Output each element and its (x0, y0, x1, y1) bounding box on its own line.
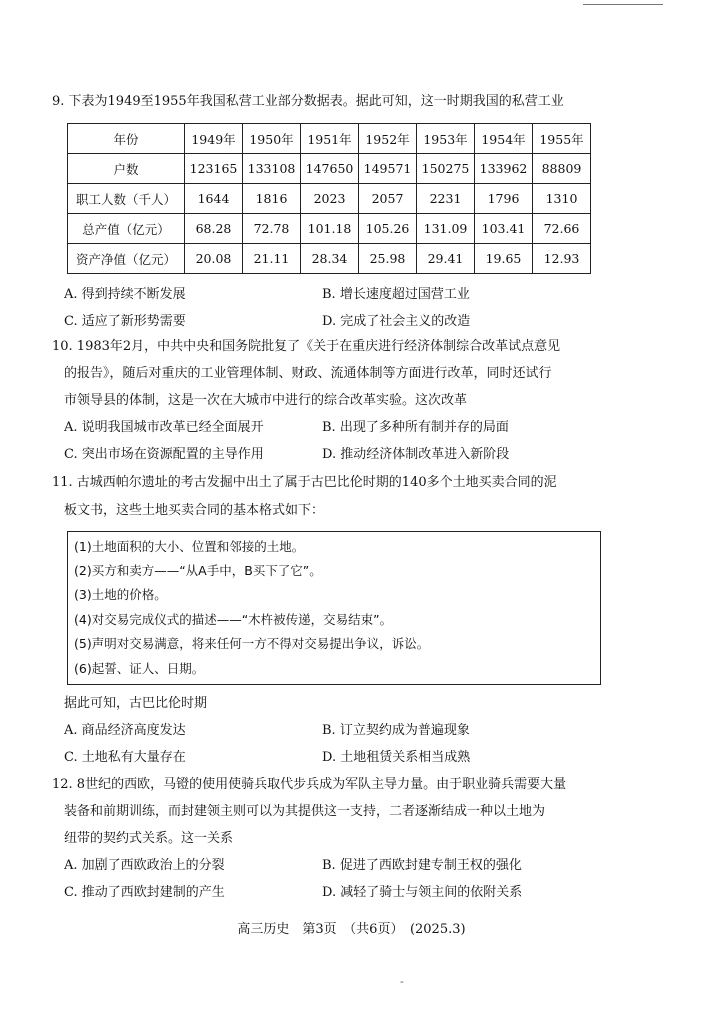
q10-stem-line1: 10. 1983年2月，中共中央和国务院批复了《关于在重庆进行经济体制综合改革试点意见 (52, 339, 561, 354)
table-cell: 年份 (68, 124, 185, 154)
table-row (68, 244, 591, 274)
table-cell: 职工人数（千人） (68, 184, 185, 214)
table-cell: 149571 (359, 154, 417, 184)
table-cell: 105.26 (359, 214, 417, 244)
q9-table (67, 123, 591, 274)
q10-option-d[interactable]: D. 推动经济体制改革进入新阶段 (322, 447, 510, 462)
table-cell: 1953年 (417, 124, 475, 154)
box-item-1: (1)土地面积的大小、位置和邻接的土地。 (74, 539, 305, 554)
q11-option-b[interactable]: B. 订立契约成为普遍现象 (322, 723, 470, 738)
table-cell: 1951年 (301, 124, 359, 154)
q12-option-c[interactable]: C. 推动了西欧封建制的产生 (64, 885, 225, 900)
q9-option-d[interactable]: D. 完成了社会主义的改造 (322, 314, 471, 329)
page-footer: 高三历史 第3页 （共6页） (2025.3) (237, 922, 466, 937)
table-cell: 88809 (533, 154, 591, 184)
table-cell: 1816 (243, 184, 301, 214)
q11-option-d[interactable]: D. 土地租赁关系相当成熟 (322, 750, 471, 765)
table-cell: 123165 (185, 154, 243, 184)
q11-after: 据此可知，古巴比伦时期 (64, 696, 208, 711)
table-cell: 总产值（亿元） (68, 214, 185, 244)
q10-option-a[interactable]: A. 说明我国城市改革已经全面展开 (64, 420, 264, 435)
table-cell: 1954年 (475, 124, 533, 154)
table-cell: 1310 (533, 184, 591, 214)
table-cell: 户数 (68, 154, 185, 184)
box-item-6: (6)起誓、证人、日期。 (74, 661, 205, 676)
table-cell: 29.41 (417, 244, 475, 274)
table-cell: 20.08 (185, 244, 243, 274)
table-cell: 19.65 (475, 244, 533, 274)
table-cell: 72.78 (243, 214, 301, 244)
table-cell: 133108 (243, 154, 301, 184)
table-cell: 25.98 (359, 244, 417, 274)
table-cell: 12.93 (533, 244, 591, 274)
table-cell: 1949年 (185, 124, 243, 154)
box-item-5: (5)声明对交易满意，将来任何一方不得对交易提出争议，诉讼。 (74, 636, 430, 651)
table-cell: 101.18 (301, 214, 359, 244)
q9-option-c[interactable]: C. 适应了新形势需要 (64, 314, 186, 329)
q11-stem-line1: 11. 古城西帕尔遗址的考古发掘中出土了属于古巴比伦时期的140多个土地买卖合同的泥 (52, 475, 557, 490)
table-row (68, 184, 591, 214)
q11-stem-line2: 板文书，这些土地买卖合同的基本格式如下： (64, 503, 325, 518)
table-cell: 2023 (301, 184, 359, 214)
box-item-3: (3)土地的价格。 (74, 587, 167, 602)
q9-option-b[interactable]: B. 增长速度超过国营工业 (322, 287, 470, 302)
q11-option-a[interactable]: A. 商品经济高度发达 (64, 723, 186, 738)
q11-option-c[interactable]: C. 土地私有大量存在 (64, 750, 186, 765)
q10-stem-line3: 市领导县的体制，这是一次在大城市中进行的综合改革实验。这次改革 (64, 393, 468, 408)
q12-option-a[interactable]: A. 加剧了西欧政治上的分裂 (64, 858, 225, 873)
q10-option-b[interactable]: B. 出现了多种所有制并存的局面 (322, 420, 509, 435)
table-cell: 72.66 (533, 214, 591, 244)
table-cell: 133962 (475, 154, 533, 184)
box-item-4: (4)对交易完成仪式的描述——“木杵被传递，交易结束”。 (74, 612, 393, 627)
table-cell: 150275 (417, 154, 475, 184)
table-cell: 2057 (359, 184, 417, 214)
q9-stem: 9. 下表为1949至1955年我国私营工业部分数据表。据此可知，这一时期我国的私营工业 (52, 94, 564, 109)
q10-stem-line2: 的报告》，随后对重庆的工业管理体制、财政、流通体制等方面进行改革，同时还试行 (64, 366, 552, 381)
q10-option-c[interactable]: C. 突出市场在资源配置的主导作用 (64, 447, 264, 462)
table-cell: 103.41 (475, 214, 533, 244)
table-cell: 147650 (301, 154, 359, 184)
q12-stem-line2: 装备和前期训练，而封建领主则可以为其提供这一支持，二者逐渐结成一种以土地为 (64, 804, 546, 819)
q12-option-d[interactable]: D. 减轻了骑士与领主间的依附关系 (322, 885, 523, 900)
q9-option-a[interactable]: A. 得到持续不断发展 (64, 287, 186, 302)
q12-stem-line1: 12. 8世纪的西欧，马镫的使用使骑兵取代步兵成为军队主导力量。由于职业骑兵需要大量 (52, 777, 567, 792)
table-cell: 1955年 (533, 124, 591, 154)
table-row (68, 214, 591, 244)
table-cell: 2231 (417, 184, 475, 214)
table-cell: 28.34 (301, 244, 359, 274)
q12-stem-line3: 纽带的契约式关系。这一关系 (64, 831, 234, 846)
table-cell: 131.09 (417, 214, 475, 244)
table-cell: 1796 (475, 184, 533, 214)
table-row (68, 154, 591, 184)
bottom-mark: - (400, 975, 404, 988)
box-item-2: (2)买方和卖方——“从A手中，B买下了它”。 (74, 563, 322, 578)
table-cell: 1950年 (243, 124, 301, 154)
q12-option-b[interactable]: B. 促进了西欧封建专制王权的强化 (322, 858, 522, 873)
corner-mark (583, 4, 663, 7)
table-cell: 资产净值（亿元） (68, 244, 185, 274)
table-cell: 68.28 (185, 214, 243, 244)
table-cell: 21.11 (243, 244, 301, 274)
table-header-row (68, 124, 591, 154)
table-cell: 1952年 (359, 124, 417, 154)
table-cell: 1644 (185, 184, 243, 214)
